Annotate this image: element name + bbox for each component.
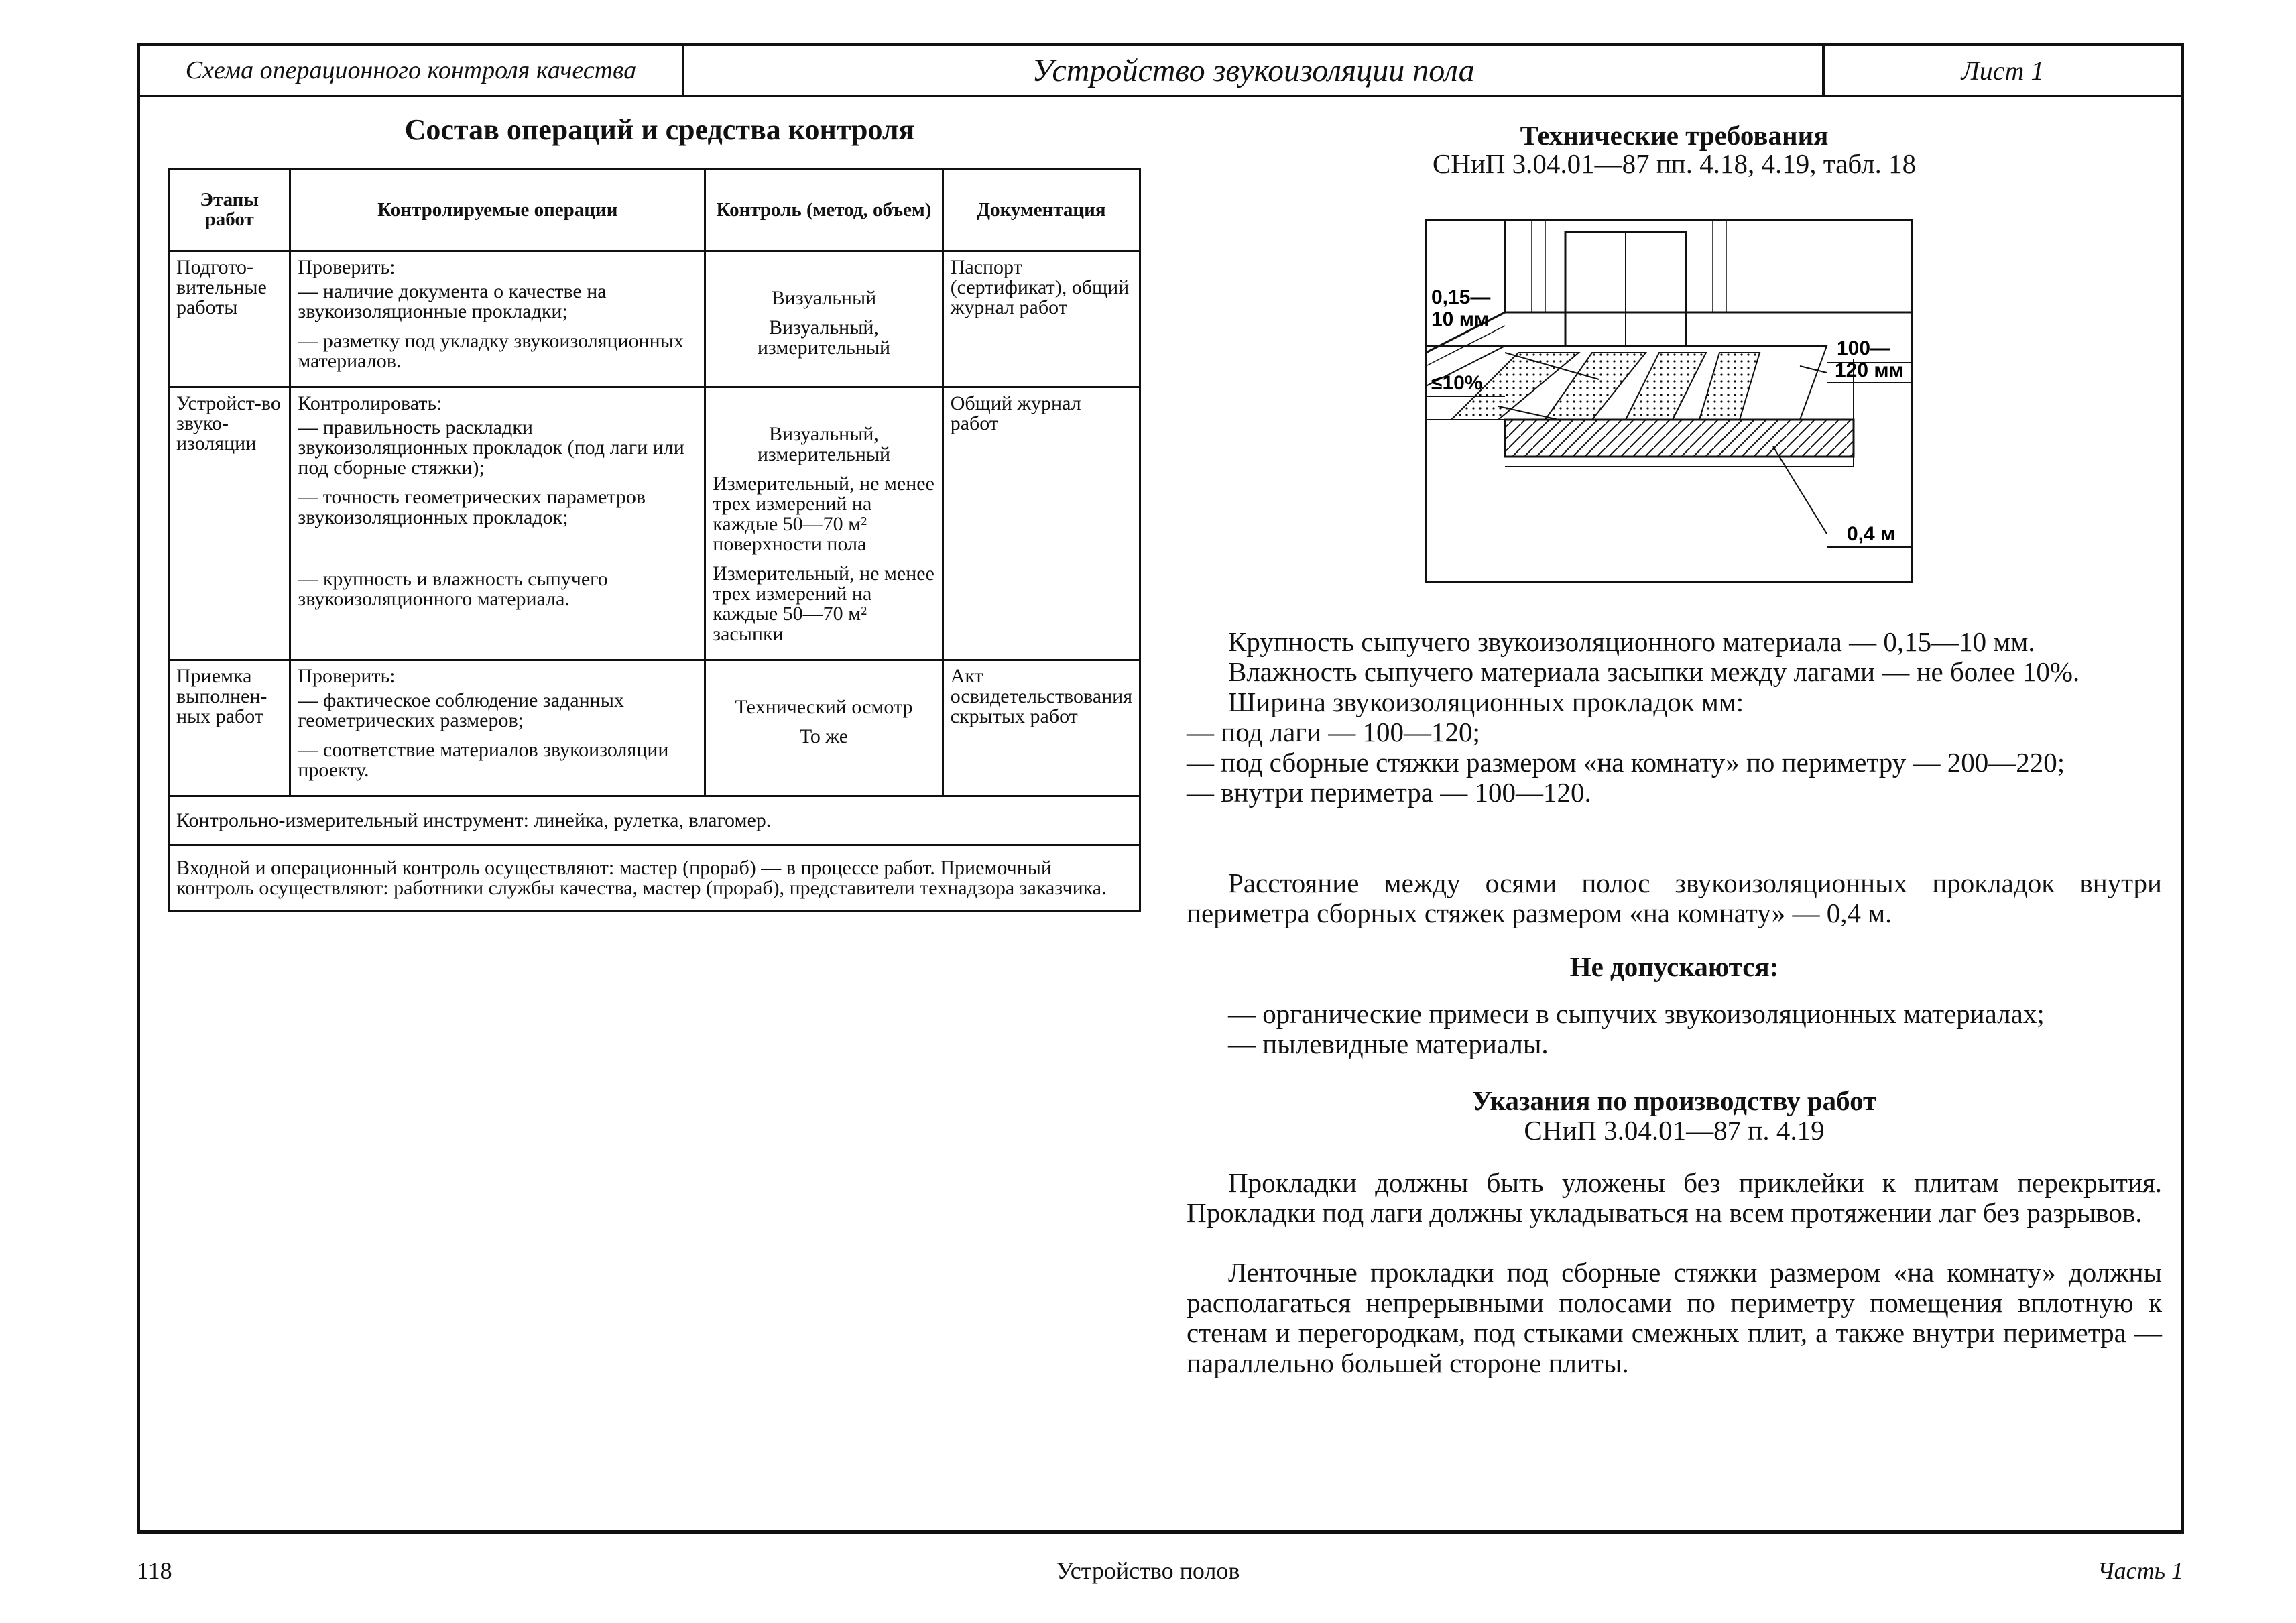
- col-stage: Этапы работ: [169, 169, 290, 251]
- not-allowed-item: — пылевидные материалы.: [1228, 1028, 1549, 1060]
- operations-title: Состав операций и средства контроля: [404, 113, 915, 146]
- not-allowed-item: — органические примеси в сыпучих звукоизоляционных материалах;: [1228, 998, 2045, 1029]
- instruments-row: [169, 796, 1140, 845]
- control-method: То же: [799, 725, 849, 747]
- operations-table: [168, 168, 1141, 912]
- table-header-row: [169, 169, 1140, 251]
- control-cell: [705, 387, 943, 660]
- operations-cell: [290, 251, 705, 387]
- req-line: Ширина звукоизоляционных прокладок мм:: [1228, 686, 1744, 718]
- req-line: Влажность сыпучего материала засыпки между лагами — не более 10%.: [1228, 656, 2080, 688]
- footer-part: Часть 1: [2097, 1557, 2183, 1584]
- floor-section-figure: [1425, 219, 1934, 594]
- op-intro: Контролировать:: [298, 392, 442, 414]
- op-item: — правильность раскладки звукоизоляционных прокладок (под лаги или под сборные стяжки);: [298, 416, 684, 479]
- control-method: Визуальный: [771, 287, 877, 309]
- control-method: Технический осмотр: [735, 696, 913, 718]
- control-method: Визуальный, измерительный: [757, 423, 891, 465]
- table-row: [169, 251, 1140, 387]
- not-allowed-title: Не допускаются:: [1569, 951, 1779, 982]
- tech-req-ref: СНиП 3.04.01—87 пп. 4.18, 4.19, табл. 18: [1432, 148, 1917, 179]
- label-spacing: 0,4 м: [1847, 523, 1896, 545]
- stage-cell: Подгото-вительные работы: [169, 251, 290, 387]
- instruments-cell: Контрольно-измерительный инструмент: линейка, рулетка, влагомер.: [169, 796, 1140, 845]
- footer-center: Устройство полов: [1056, 1557, 1240, 1584]
- req-dash: — внутри периметра — 100—120.: [1187, 777, 1591, 808]
- instructions-ref: СНиП 3.04.01—87 п. 4.19: [1524, 1115, 1825, 1146]
- control-method: Визуальный, измерительный: [757, 316, 891, 359]
- requirements-text: [1187, 627, 2162, 808]
- control-method: Измерительный, не менее трех измерений на каждые 50—70 м² засыпки: [713, 562, 934, 645]
- op-item: — точность геометрических параметров звукоизоляционных прокладок;: [298, 486, 646, 528]
- label-width-bottom: 120 мм: [1835, 359, 1904, 381]
- doc-cell: Паспорт (сертификат), общий журнал работ: [943, 251, 1140, 387]
- op-item: — разметку под укладку звукоизоляционных материалов.: [298, 330, 684, 372]
- page-number: 118: [137, 1557, 172, 1584]
- op-item: — соответствие материалов звукоизоляции проекту.: [298, 739, 669, 781]
- doc-cell: Акт освидетельствования скрытых работ: [943, 660, 1140, 796]
- op-intro: Проверить:: [298, 665, 396, 687]
- doc-cell: Общий журнал работ: [943, 387, 1140, 660]
- table-row: [169, 660, 1140, 796]
- table-row: [169, 387, 1140, 660]
- operations-cell: [290, 387, 705, 660]
- label-moisture: ≤10%: [1431, 372, 1483, 394]
- label-grain-top: 0,15—: [1431, 286, 1491, 308]
- header-sheet: Лист 1: [1961, 55, 2045, 86]
- label-width-top: 100—: [1837, 337, 1891, 359]
- header-title: Устройство звукоизоляции пола: [684, 46, 1825, 95]
- op-item: — фактическое соблюдение заданных геометрических размеров;: [298, 689, 624, 731]
- col-documentation: Документация: [943, 169, 1140, 251]
- header-left: Схема операционного контроля качества: [140, 46, 684, 95]
- label-grain-bottom: 10 мм: [1431, 308, 1490, 330]
- req-line: Крупность сыпучего звукоизоляционного материала — 0,15—10 мм.: [1228, 626, 2035, 657]
- control-note-cell: Входной и операционный контроль осуществляют: мастер (прораб) — в процессе работ. Приемочный контроль осуществляют: работники службы качества, мастер (прораб), представители технадзора заказчика.: [169, 845, 1140, 912]
- operations-cell: [290, 660, 705, 796]
- control-cell: [705, 251, 943, 387]
- instructions-title: Указания по производству работ: [1471, 1085, 1877, 1116]
- op-intro: Проверить:: [298, 256, 396, 278]
- tech-req-title: Технические требования: [1520, 120, 1829, 151]
- control-note-row: [169, 845, 1140, 912]
- control-cell: [705, 660, 943, 796]
- stage-cell: Приемка выполнен-ных работ: [169, 660, 290, 796]
- req-dash: — под лаги — 100—120;: [1187, 717, 1480, 748]
- req-dash: — под сборные стяжки размером «на комнату» по периметру — 200—220;: [1187, 747, 2065, 778]
- op-item: — наличие документа о качестве на звукоизоляционные прокладки;: [298, 280, 607, 322]
- stage-cell: Устройст-во звуко-изоляции: [169, 387, 290, 660]
- instructions-p1: Прокладки должны быть уложены без приклейки к плитам перекрытия. Прокладки под лаги должны укладываться на всем протяжении лаг без разрывов.: [1187, 1167, 2162, 1229]
- col-operations: Контролируемые операции: [290, 169, 705, 251]
- header-bar: [140, 46, 2181, 97]
- op-item: — крупность и влажность сыпучего звукоизоляционного материала.: [298, 568, 608, 610]
- instructions-p2: Ленточные прокладки под сборные стяжки размером «на комнату» должны располагаться непрерывными полосами по периметру помещения вплотную к стенам и перегородкам, под стыками смежных плит, а также внутри периметра — параллельно большей стороне плиты.: [1187, 1257, 2162, 1379]
- not-allowed-list: [1187, 999, 2162, 1059]
- distance-text: Расстояние между осями полос звукоизоляционных прокладок внутри периметра сборных стяжек размером «на комнату» — 0,4 м.: [1187, 867, 2162, 929]
- control-method: Измерительный, не менее трех измерений на каждые 50—70 м² поверхности пола: [713, 473, 934, 555]
- col-control: Контроль (метод, объем): [705, 169, 943, 251]
